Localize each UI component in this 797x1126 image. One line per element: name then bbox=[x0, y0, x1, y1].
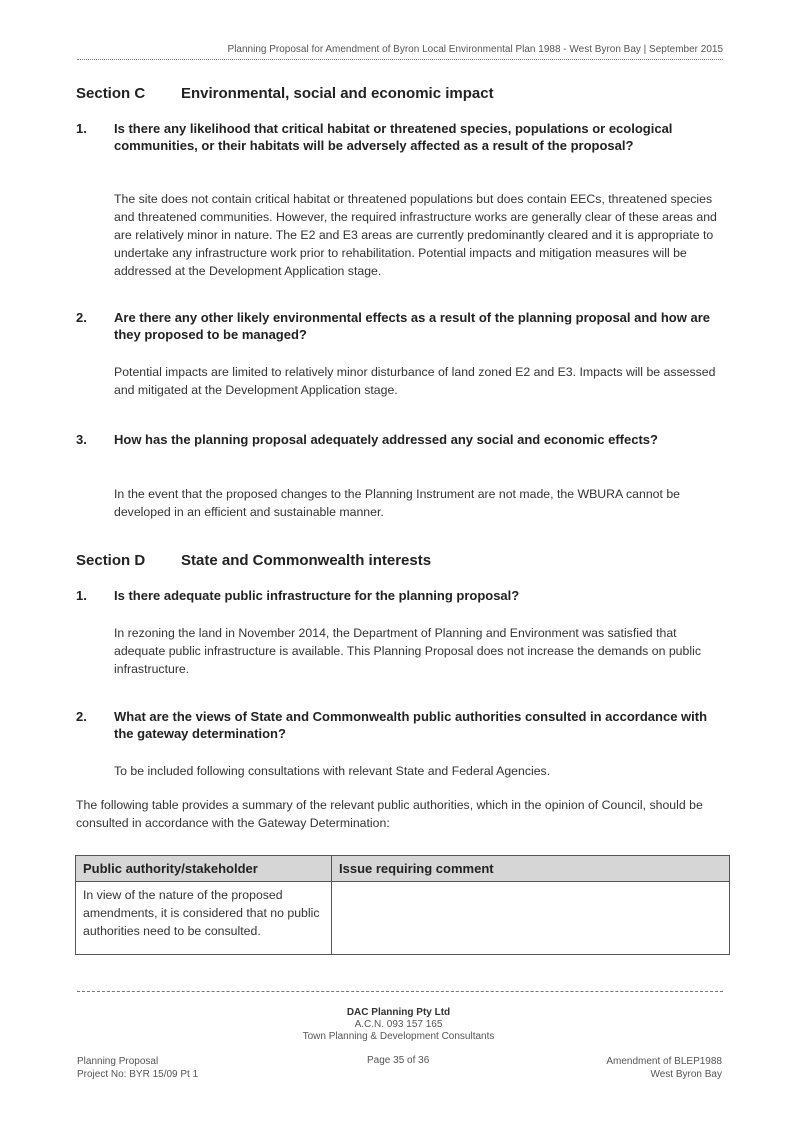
table-row bbox=[76, 882, 730, 955]
footer-acn: A.C.N. 093 157 165 bbox=[354, 1019, 443, 1030]
question-number: 2. bbox=[76, 709, 87, 724]
answer-c3: In the event that the proposed changes to the Planning Instrument are not made, the WBURA cannot be developed in an efficient and sustainable manner. bbox=[114, 487, 681, 519]
footer-location: West Byron Bay bbox=[650, 1069, 722, 1080]
footer-tagline: Town Planning & Development Consultants bbox=[302, 1031, 495, 1042]
question-number: 1. bbox=[76, 121, 87, 136]
footer-project-no: Project No: BYR 15/09 Pt 1 bbox=[77, 1069, 199, 1080]
column-header: Issue requiring comment bbox=[332, 856, 730, 882]
table-cell bbox=[332, 882, 730, 955]
answer-d1: In rezoning the land in November 2014, the Department of Planning and Environment was satisfied that adequate public infrastructure is available. This Planning Proposal does not increase the demands on public infrastructure. bbox=[114, 626, 701, 676]
question-c3 bbox=[76, 431, 716, 448]
answer-c1: The site does not contain critical habitat or threatened populations but does contain EECs, threatened species and threatened communities. However, the required infrastructure works are generally clear of these areas and are relatively minor in nature. The E2 and E3 areas are currently predominantly cleared and it is appropriate to undertake any infrastructure work prior to rehabilitation. Potential impacts and mitigation measures will be addressed at the Development Application stage. bbox=[114, 192, 717, 278]
section-c-heading bbox=[76, 85, 494, 102]
question-d2 bbox=[76, 708, 716, 742]
section-d-number: Section D bbox=[76, 552, 146, 569]
question-c1 bbox=[76, 120, 716, 154]
footer-company: DAC Planning Pty Ltd bbox=[346, 1007, 451, 1018]
footer-right bbox=[606, 1055, 722, 1081]
section-d-title: State and Commonwealth interests bbox=[181, 552, 432, 569]
section-c-title: Environmental, social and economic impact bbox=[181, 85, 494, 102]
table-intro: The following table provides a summary of the relevant public authorities, which in the opinion of Council, should be consulted in accordance with the Gateway Determination: bbox=[76, 798, 703, 830]
footer-amendment: Amendment of BLEP1988 bbox=[606, 1056, 722, 1067]
question-number: 2. bbox=[76, 310, 87, 325]
column-header: Public authority/stakeholder bbox=[76, 856, 332, 882]
question-text: Is there any likelihood that critical habitat or threatened species, populations or ecological communities, or their habitats will be adversely affected as a result of the proposal? bbox=[114, 121, 673, 153]
footer-company-block bbox=[0, 1007, 797, 1043]
question-text: Is there adequate public infrastructure for the planning proposal? bbox=[114, 588, 520, 603]
running-header: Planning Proposal for Amendment of Byron Local Environmental Plan 1988 - West Byron Bay | September 2015 bbox=[77, 44, 723, 60]
question-text: What are the views of State and Commonwealth public authorities consulted in accordance with the gateway determination? bbox=[114, 709, 708, 741]
question-d1 bbox=[76, 587, 716, 604]
question-text: How has the planning proposal adequately addressed any social and economic effects? bbox=[114, 432, 658, 447]
footer-left bbox=[77, 1055, 198, 1081]
section-d-heading bbox=[76, 552, 431, 569]
table-cell: In view of the nature of the proposed amendments, it is considered that no public authorities need to be consulted. bbox=[76, 882, 332, 955]
question-c2 bbox=[76, 309, 716, 343]
question-number: 1. bbox=[76, 588, 87, 603]
table-header-row bbox=[76, 856, 730, 882]
footer-divider bbox=[77, 991, 723, 992]
page-number: Page 35 of 36 bbox=[367, 1055, 430, 1066]
authorities-table bbox=[75, 855, 730, 955]
section-c-number: Section C bbox=[76, 85, 146, 102]
answer-c2: Potential impacts are limited to relatively minor disturbance of land zoned E2 and E3. Impacts will be assessed and mitigated at the Development Application stage. bbox=[114, 365, 716, 397]
question-number: 3. bbox=[76, 432, 87, 447]
answer-d2: To be included following consultations with relevant State and Federal Agencies. bbox=[114, 764, 551, 778]
footer-doc-type: Planning Proposal bbox=[77, 1056, 159, 1067]
question-text: Are there any other likely environmental effects as a result of the planning proposal and how are they proposed to be managed? bbox=[114, 310, 710, 342]
